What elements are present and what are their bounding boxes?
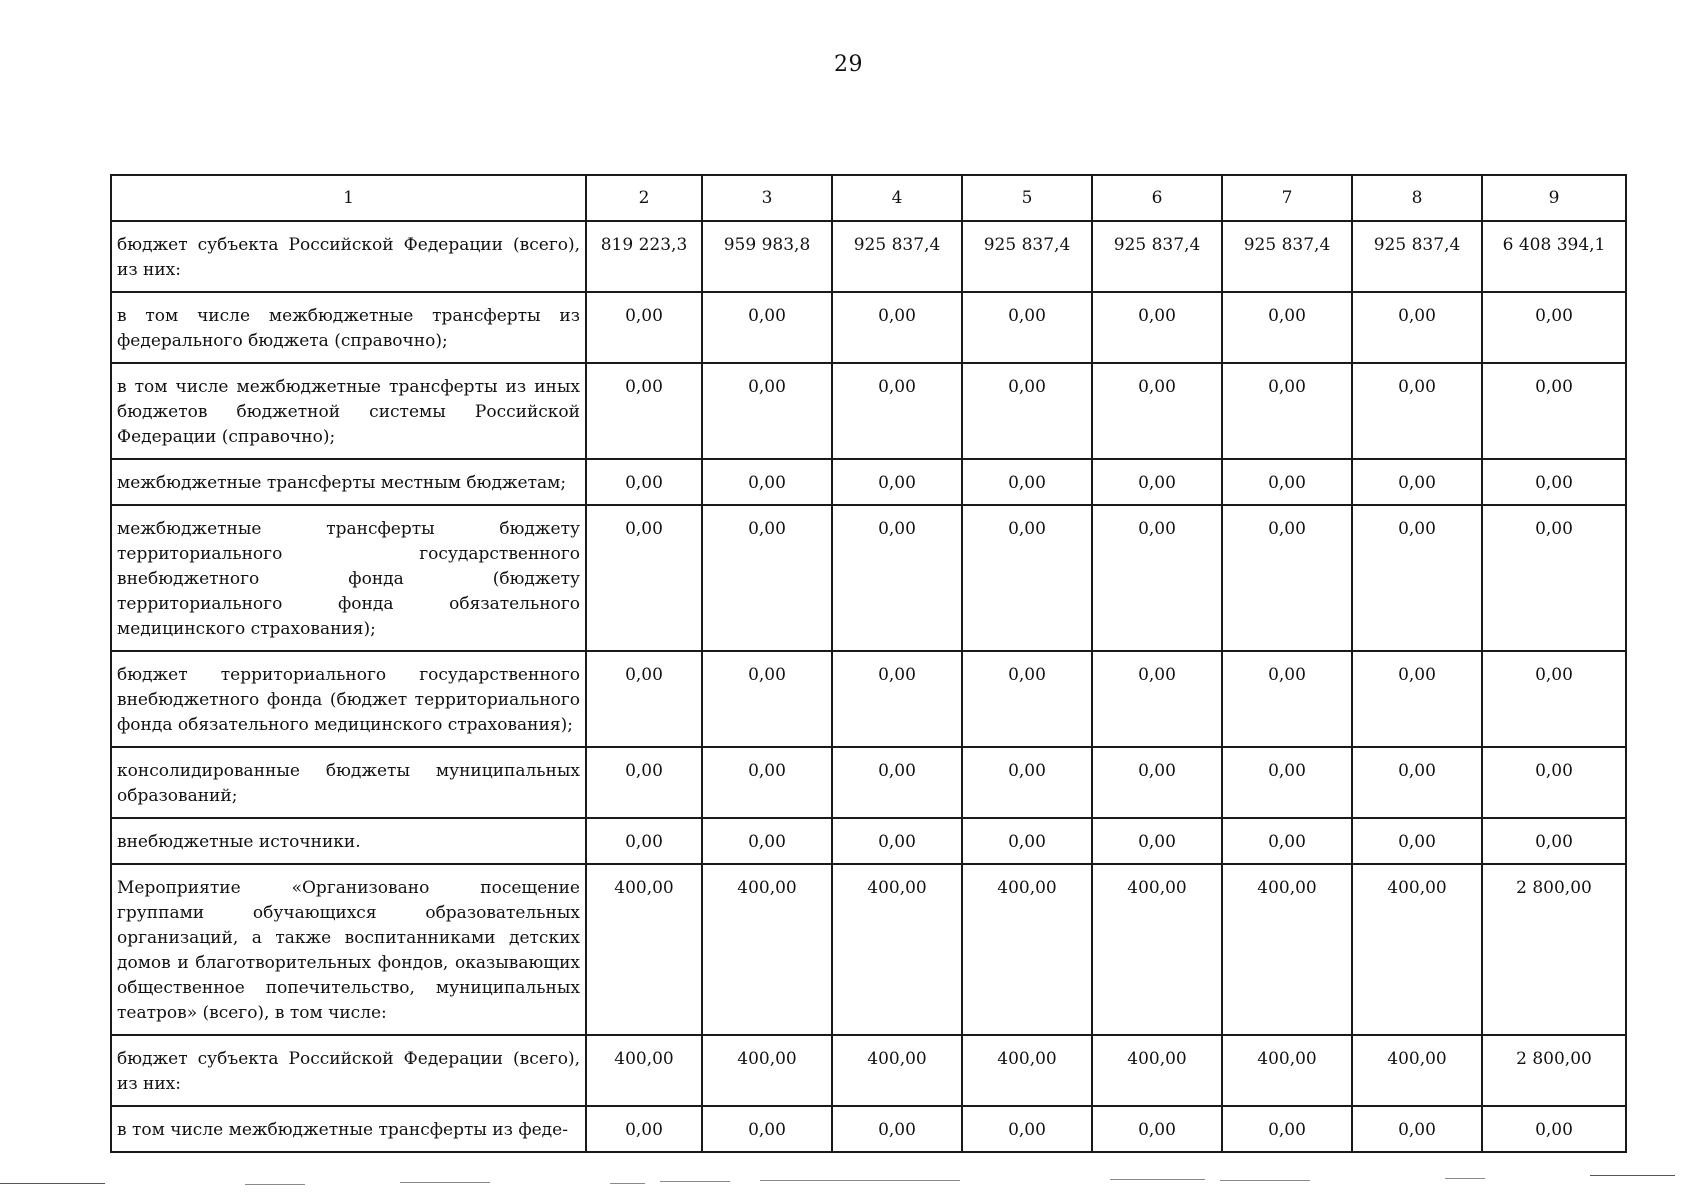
row-label: в том числе межбюджетные трансферты из федерального бюджета (справочно); <box>111 292 586 363</box>
value-cell: 0,00 <box>1352 818 1482 864</box>
value-cell: 0,00 <box>1482 1106 1626 1152</box>
value-cell: 0,00 <box>1092 818 1222 864</box>
value-cell: 925 837,4 <box>1222 221 1352 292</box>
row-label: Мероприятие «Организовано посещение группами обучающихся образовательных организаций, а также воспитанниками детских домов и благотворительных фондов, оказывающих общественное попечительство, муниципальных театров» (всего), в том числе: <box>111 864 586 1035</box>
row-label: в том числе межбюджетные трансферты из феде- <box>111 1106 586 1152</box>
value-cell: 0,00 <box>1222 747 1352 818</box>
scan-artifact <box>760 1180 960 1181</box>
table-row <box>111 747 1626 818</box>
table-body <box>111 221 1626 1152</box>
row-label: межбюджетные трансферты бюджету территориального государственного внебюджетного фонда (бюджету территориального фонда обязательного медицинского страхования); <box>111 505 586 651</box>
row-label: бюджет субъекта Российской Федерации (всего), из них: <box>111 221 586 292</box>
value-cell: 0,00 <box>1482 459 1626 505</box>
value-cell: 0,00 <box>1092 363 1222 459</box>
row-label: бюджет субъекта Российской Федерации (всего), из них: <box>111 1035 586 1106</box>
column-header: 5 <box>962 175 1092 221</box>
value-cell: 0,00 <box>1092 651 1222 747</box>
value-cell: 400,00 <box>586 1035 702 1106</box>
value-cell: 0,00 <box>702 651 832 747</box>
value-cell: 0,00 <box>586 363 702 459</box>
value-cell: 0,00 <box>1092 292 1222 363</box>
row-label: бюджет территориального государственного внебюджетного фонда (бюджет территориального фонда обязательного медицинского страхования); <box>111 651 586 747</box>
scan-artifact <box>1445 1178 1485 1179</box>
value-cell: 0,00 <box>832 292 962 363</box>
value-cell: 0,00 <box>832 459 962 505</box>
value-cell: 0,00 <box>962 505 1092 651</box>
value-cell: 2 800,00 <box>1482 864 1626 1035</box>
value-cell: 0,00 <box>832 505 962 651</box>
value-cell: 0,00 <box>832 747 962 818</box>
value-cell: 400,00 <box>586 864 702 1035</box>
column-header: 6 <box>1092 175 1222 221</box>
value-cell: 0,00 <box>702 1106 832 1152</box>
value-cell: 0,00 <box>1352 747 1482 818</box>
value-cell: 400,00 <box>1352 1035 1482 1106</box>
row-label: межбюджетные трансферты местным бюджетам; <box>111 459 586 505</box>
column-header: 8 <box>1352 175 1482 221</box>
table-row <box>111 651 1626 747</box>
value-cell: 400,00 <box>1092 1035 1222 1106</box>
value-cell: 0,00 <box>1352 505 1482 651</box>
column-header: 4 <box>832 175 962 221</box>
scan-artifact <box>1220 1180 1310 1181</box>
scan-artifact <box>660 1181 730 1182</box>
value-cell: 400,00 <box>702 864 832 1035</box>
value-cell: 0,00 <box>832 818 962 864</box>
value-cell: 0,00 <box>962 459 1092 505</box>
value-cell: 400,00 <box>1222 864 1352 1035</box>
value-cell: 2 800,00 <box>1482 1035 1626 1106</box>
value-cell: 0,00 <box>1222 505 1352 651</box>
value-cell: 400,00 <box>1352 864 1482 1035</box>
row-label: консолидированные бюджеты муниципальных образований; <box>111 747 586 818</box>
value-cell: 0,00 <box>702 818 832 864</box>
scan-artifact <box>610 1183 645 1184</box>
column-header: 3 <box>702 175 832 221</box>
scan-artifact <box>1590 1175 1675 1176</box>
scan-artifact <box>400 1182 490 1183</box>
value-cell: 0,00 <box>962 651 1092 747</box>
value-cell: 0,00 <box>832 1106 962 1152</box>
table-row <box>111 221 1626 292</box>
row-label: внебюджетные источники. <box>111 818 586 864</box>
value-cell: 0,00 <box>1222 292 1352 363</box>
value-cell: 925 837,4 <box>832 221 962 292</box>
value-cell: 0,00 <box>1092 505 1222 651</box>
value-cell: 0,00 <box>1352 292 1482 363</box>
value-cell: 0,00 <box>1222 363 1352 459</box>
scan-artifact <box>0 1183 105 1184</box>
value-cell: 400,00 <box>1092 864 1222 1035</box>
value-cell: 0,00 <box>702 363 832 459</box>
column-header: 2 <box>586 175 702 221</box>
value-cell: 400,00 <box>1222 1035 1352 1106</box>
scan-artifact <box>1110 1179 1205 1180</box>
value-cell: 6 408 394,1 <box>1482 221 1626 292</box>
scan-artifact <box>245 1184 305 1185</box>
value-cell: 0,00 <box>962 292 1092 363</box>
value-cell: 0,00 <box>586 747 702 818</box>
value-cell: 0,00 <box>962 363 1092 459</box>
value-cell: 400,00 <box>962 864 1092 1035</box>
value-cell: 0,00 <box>586 651 702 747</box>
value-cell: 0,00 <box>1222 651 1352 747</box>
value-cell: 925 837,4 <box>962 221 1092 292</box>
table-header <box>111 175 1626 221</box>
value-cell: 925 837,4 <box>1092 221 1222 292</box>
budget-table <box>110 174 1627 1153</box>
column-header: 1 <box>111 175 586 221</box>
value-cell: 0,00 <box>1092 747 1222 818</box>
value-cell: 0,00 <box>1352 1106 1482 1152</box>
value-cell: 0,00 <box>1092 1106 1222 1152</box>
value-cell: 0,00 <box>702 459 832 505</box>
header-row <box>111 175 1626 221</box>
value-cell: 0,00 <box>1482 292 1626 363</box>
column-header: 7 <box>1222 175 1352 221</box>
table-row <box>111 1106 1626 1152</box>
value-cell: 0,00 <box>702 505 832 651</box>
value-cell: 0,00 <box>1352 363 1482 459</box>
value-cell: 0,00 <box>962 818 1092 864</box>
value-cell: 0,00 <box>1222 818 1352 864</box>
value-cell: 0,00 <box>1482 363 1626 459</box>
value-cell: 0,00 <box>1482 747 1626 818</box>
table-row <box>111 459 1626 505</box>
value-cell: 925 837,4 <box>1352 221 1482 292</box>
value-cell: 0,00 <box>586 505 702 651</box>
value-cell: 0,00 <box>962 1106 1092 1152</box>
value-cell: 0,00 <box>1222 1106 1352 1152</box>
table-row <box>111 864 1626 1035</box>
page-number: 29 <box>834 52 863 77</box>
value-cell: 0,00 <box>702 747 832 818</box>
value-cell: 0,00 <box>702 292 832 363</box>
value-cell: 0,00 <box>586 818 702 864</box>
value-cell: 0,00 <box>1352 651 1482 747</box>
table-row <box>111 818 1626 864</box>
value-cell: 0,00 <box>1482 651 1626 747</box>
value-cell: 0,00 <box>832 363 962 459</box>
value-cell: 0,00 <box>1482 505 1626 651</box>
value-cell: 0,00 <box>1092 459 1222 505</box>
table-row <box>111 1035 1626 1106</box>
value-cell: 0,00 <box>1482 818 1626 864</box>
value-cell: 400,00 <box>962 1035 1092 1106</box>
row-label: в том числе межбюджетные трансферты из иных бюджетов бюджетной системы Российской Федерации (справочно); <box>111 363 586 459</box>
table-row <box>111 292 1626 363</box>
table-row <box>111 505 1626 651</box>
value-cell: 0,00 <box>832 651 962 747</box>
value-cell: 0,00 <box>1222 459 1352 505</box>
value-cell: 959 983,8 <box>702 221 832 292</box>
value-cell: 0,00 <box>586 292 702 363</box>
value-cell: 0,00 <box>586 1106 702 1152</box>
value-cell: 400,00 <box>702 1035 832 1106</box>
value-cell: 400,00 <box>832 864 962 1035</box>
table-row <box>111 363 1626 459</box>
value-cell: 400,00 <box>832 1035 962 1106</box>
value-cell: 0,00 <box>962 747 1092 818</box>
value-cell: 0,00 <box>586 459 702 505</box>
column-header: 9 <box>1482 175 1626 221</box>
value-cell: 0,00 <box>1352 459 1482 505</box>
value-cell: 819 223,3 <box>586 221 702 292</box>
